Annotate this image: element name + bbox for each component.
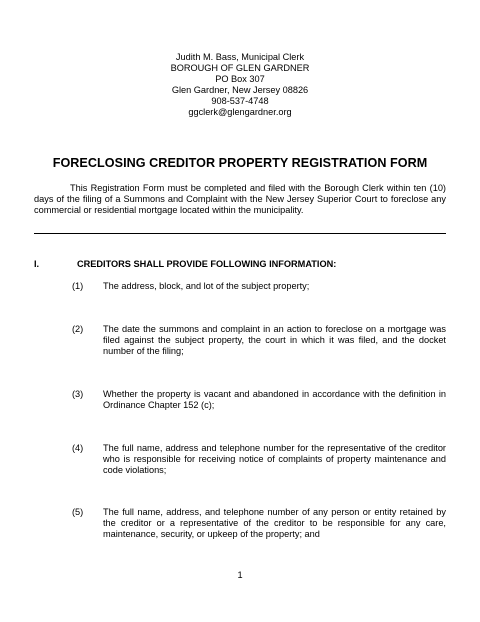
section-number: I.: [34, 259, 40, 269]
city-state-zip: Glen Gardner, New Jersey 08826: [171, 85, 309, 95]
item-text: The address, block, and lot of the subject property;: [103, 281, 310, 291]
section-title: CREDITORS SHALL PROVIDE FOLLOWING INFORMATION:: [77, 259, 337, 269]
item-number: (5): [72, 507, 84, 517]
item-text: Whether the property is vacant and abandoned in accordance with the definition in Ordinance Chapter 152 (c);: [103, 389, 446, 410]
page-number: 1: [237, 570, 243, 580]
phone-number: 908-537-4748: [211, 96, 269, 106]
item-text: The date the summons and complaint in an action to foreclose on a mortgage was filed against the subject property, the court in which it was filed, and the docket number of the filing;: [103, 324, 446, 356]
item-number: (2): [72, 324, 84, 334]
clerk-name: Judith M. Bass, Municipal Clerk: [175, 52, 305, 62]
intro-paragraph: This Registration Form must be completed and filed with the Borough Clerk within ten (10) days of the filing of a Summons and Complaint with the New Jersey Superior Court to foreclose any commercial or residential mortgage located within the municipality.: [34, 183, 446, 215]
email-address: ggclerk@glengardner.org: [188, 107, 292, 117]
item-number: (1): [72, 281, 84, 291]
form-title: FORECLOSING CREDITOR PROPERTY REGISTRATION FORM: [52, 156, 428, 170]
clerk-contact-block: [0, 52, 480, 118]
item-text: The full name, address, and telephone number of any person or entity retained by the creditor or a representative of the creditor to be responsible for any care, maintenance, security, or upkeep of the property; and: [103, 507, 446, 539]
borough-name: BOROUGH OF GLEN GARDNER: [170, 63, 310, 73]
item-number: (3): [72, 389, 84, 399]
horizontal-divider: [34, 233, 446, 234]
po-box: PO Box 307: [215, 74, 265, 84]
item-text: The full name, address and telephone number for the representative of the creditor who is responsible for receiving notice of complaints of property maintenance and code violations;: [103, 443, 446, 475]
item-number: (4): [72, 443, 84, 453]
